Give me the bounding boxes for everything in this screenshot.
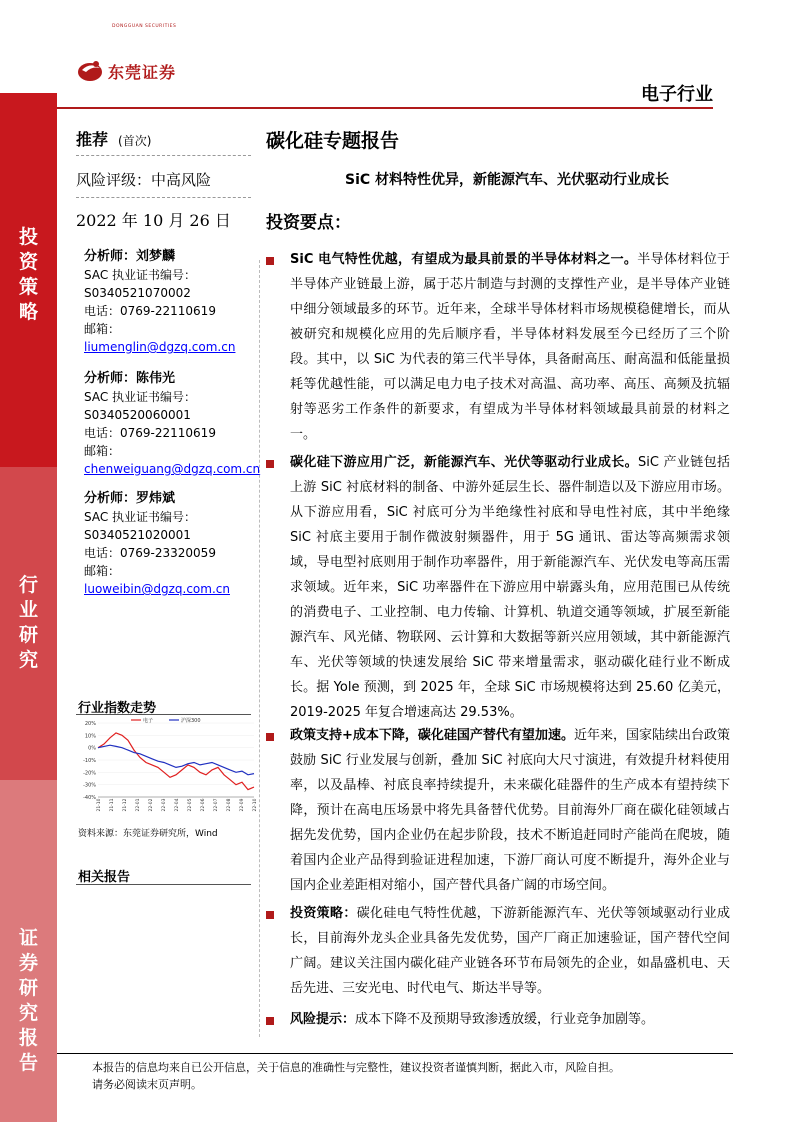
report-date: 2022 年 10 月 26 日: [76, 211, 231, 230]
column-divider: [259, 260, 260, 1037]
phone: 电话：0769-22110619: [84, 426, 216, 440]
paragraph-text: SiC 产业链包括上游 SiC 衬底材料的制备、中游外延层生长、器件制造以及下游应用市场。从下游应用看，SiC 衬底可分为半绝缘性衬底和导电性衬底，其中半绝缘 SiC 衬底主要用于制作微波射频器件，用于 5G 通讯、雷达等高频需求领域，导电型衬底则用于制作功率器件，用于新能源汽车、光伏发电等高压需求领域。近年来，SiC 功率器件在下游应用中崭露头角，应用范围已从传统的消费电子、工业控制、电力传输、计算机、轨道交通等领域，扩展至新能源汽车、风光储、物联网、云计算和大数据等新兴应用领域，其中新能源汽车、光伏等领域的快速发展给 SiC 带来增量需求，驱动碳化硅行业不断成长。据 Yole 预测，到 2025 年，全球 SiC 市场规模将达到 25.60 亿美元，2019-2025 年复合增速高达 29.53%。: [290, 455, 730, 720]
x-tick-label: 22-05: [188, 798, 193, 812]
bullet-icon: [266, 460, 274, 468]
rating: 推荐 (首次): [76, 130, 152, 149]
x-tick-label: 22-10: [253, 798, 258, 812]
x-tick-label: 22-08: [227, 798, 232, 812]
bullet-icon: [266, 1017, 274, 1025]
chart-source: 资料来源：东莞证券研究所，Wind: [78, 829, 218, 839]
paragraph-text: 成本下降不及预期导致渗透放缓，行业竞争加剧等。: [355, 1012, 655, 1027]
sidebar-section-strategy: [0, 93, 57, 467]
phone: 电话：0769-22110619: [84, 304, 216, 318]
sac-label: SAC 执业证书编号：: [84, 268, 197, 282]
x-tick-label: 22-07: [214, 798, 219, 812]
bullet-icon: [266, 911, 274, 919]
email-label: 邮箱：: [84, 444, 121, 458]
y-tick-label: -10%: [83, 758, 96, 764]
sac-number: S0340520060001: [84, 408, 191, 422]
bullet-icon: [266, 257, 274, 265]
sidebar-section-report: [0, 780, 57, 1122]
analyst-name: 分析师：陈伟光: [84, 371, 176, 386]
analyst-name: 分析师：刘梦麟: [84, 249, 176, 264]
disclaimer: 本报告的信息均来自已公开信息，关于信息的准确性与完整性，建议投资者谨慎判断，据此入市，风险自担。: [92, 1061, 620, 1074]
paragraph: [290, 450, 730, 725]
risk-rating: 风险评级：中高风险: [76, 171, 212, 189]
sidebar-label: 投资策略: [18, 226, 38, 323]
paragraph-lead: 投资策略：: [290, 906, 357, 921]
industry-label: 电子行业: [641, 84, 713, 105]
key-points-heading: 投资要点：: [266, 213, 351, 233]
legend-label: 沪深300: [181, 718, 201, 724]
analyst-card: [84, 370, 260, 478]
paragraph: [290, 1007, 730, 1032]
logo-subtext: DONGGUAN SECURITIES: [112, 24, 177, 29]
sac-label: SAC 执业证书编号：: [84, 390, 197, 404]
paragraph-lead: SiC 电气特性优越，有望成为最具前景的半导体材料之一。: [290, 252, 638, 267]
phone: 电话：0769-23320059: [84, 546, 216, 560]
analyst-name: 分析师：罗炜斌: [84, 491, 176, 506]
y-tick-label: 0%: [88, 745, 96, 752]
rating-note: (首次): [118, 134, 152, 148]
paragraph: [290, 247, 730, 447]
logo-text: 东莞证券: [108, 62, 177, 82]
y-tick-label: -30%: [83, 782, 96, 789]
y-tick-label: -20%: [83, 770, 96, 777]
analyst-card: [84, 490, 230, 598]
report-title: 碳化硅专题报告: [266, 130, 400, 152]
paragraph-lead: 碳化硅下游应用广泛，新能源汽车、光伏等驱动行业成长。: [290, 455, 638, 470]
disclaimer-note: 请务必阅读末页声明。: [92, 1078, 202, 1091]
footer: [92, 1059, 620, 1093]
divider: [76, 155, 251, 156]
paragraph: [290, 723, 730, 898]
y-tick-label: 10%: [84, 733, 96, 740]
company-logo: [76, 58, 176, 84]
y-tick-label: -40%: [83, 795, 96, 801]
paragraph-text: 半导体材料位于半导体产业链最上游，属于芯片制造与封测的支撑性产业，是半导体产业链中细分领域最多的环节。近年来，全球半导体材料市场规模稳健增长，而从被研究和规模化应用的先后顺序看，半导体材料发展至今已经历了三个阶段。其中，以 SiC 为代表的第三代半导体，具备耐高压、耐高温和低能量损耗等优越性能，可以满足电力电子技术对高温、高功率、高压、高频及抗辐射等恶劣工作条件的新要求，有望成为半导体材料领域最具前景的材料之一。: [290, 252, 730, 442]
email-label: 邮箱：: [84, 564, 121, 578]
x-tick-label: 22-02: [149, 798, 154, 812]
legend-label: 电子: [143, 718, 154, 724]
email-link[interactable]: luoweibin@dgzq.com.cn: [84, 582, 230, 596]
y-tick-label: 20%: [84, 721, 96, 727]
divider: [76, 197, 251, 198]
sidebar-label: 行业研究: [18, 574, 38, 671]
sac-number: S0340521020001: [84, 528, 191, 542]
paragraph-lead: 政策支持+成本下降，碳化硅国产替代有望加速。: [290, 728, 574, 743]
sac-label: SAC 执业证书编号：: [84, 510, 197, 524]
bullet-icon: [266, 733, 274, 741]
x-tick-label: 22-03: [162, 798, 167, 812]
logo-icon: [76, 58, 104, 84]
email-link[interactable]: chenweiguang@dgzq.com.cn: [84, 462, 261, 476]
report-subtitle: SiC 材料特性优异，新能源汽车、光伏驱动行业成长: [345, 172, 670, 188]
x-tick-label: 21-11: [110, 798, 115, 812]
x-tick-label: 22-01: [136, 798, 141, 812]
footer-divider: [57, 1053, 733, 1054]
sidebar-label: 证券研究报告: [18, 927, 38, 1074]
x-tick-label: 22-04: [175, 798, 180, 812]
x-tick-label: 21-10: [97, 798, 102, 812]
sidebar-section-industry: [0, 467, 57, 780]
paragraph: [290, 901, 730, 1001]
paragraph-text: 碳化硅电气特性优越，下游新能源汽车、光伏等领域驱动行业成长，目前海外龙头企业具备先发优势，国产厂商正加速验证，国产替代空间广阔。建议关注国内碳化硅产业链各环节布局领先的企业，如晶盛机电、天岳先进、三安光电、时代电气、斯达半导等。: [290, 906, 730, 996]
paragraph-lead: 风险提示：: [290, 1012, 356, 1027]
x-tick-label: 21-12: [123, 798, 128, 812]
index-chart-title: 行业指数走势: [78, 701, 157, 716]
email-link[interactable]: liumenglin@dgzq.com.cn: [84, 340, 236, 354]
index-chart: [76, 715, 259, 823]
series-line: [98, 733, 254, 790]
related-reports-heading: 相关报告: [78, 870, 131, 885]
x-tick-label: 22-09: [240, 798, 245, 812]
x-tick-label: 22-06: [201, 798, 206, 812]
analyst-card: [84, 248, 235, 356]
email-label: 邮箱：: [84, 322, 121, 336]
divider: [76, 884, 251, 885]
sac-number: S0340521070002: [84, 286, 191, 300]
paragraph-text: 近年来，国家陆续出台政策鼓励 SiC 行业发展与创新，叠加 SiC 衬底向大尺寸演进，有效提升材料使用率，以及晶棒、衬底良率持续提升，未来碳化硅器件的生产成本有望持续下降，预计在高电压场景中将先具备替代优势。目前海外厂商在碳化硅领域占据先发优势，国内企业仍在起步阶段，技术不断追赶同时产能尚在爬坡，随着国内企业产品得到验证进程加速，下游厂商认可度不断提升，海外企业与国内企业差距相对缩小，国产替代具备广阔的市场空间。: [290, 728, 730, 893]
header-divider: [57, 107, 713, 109]
